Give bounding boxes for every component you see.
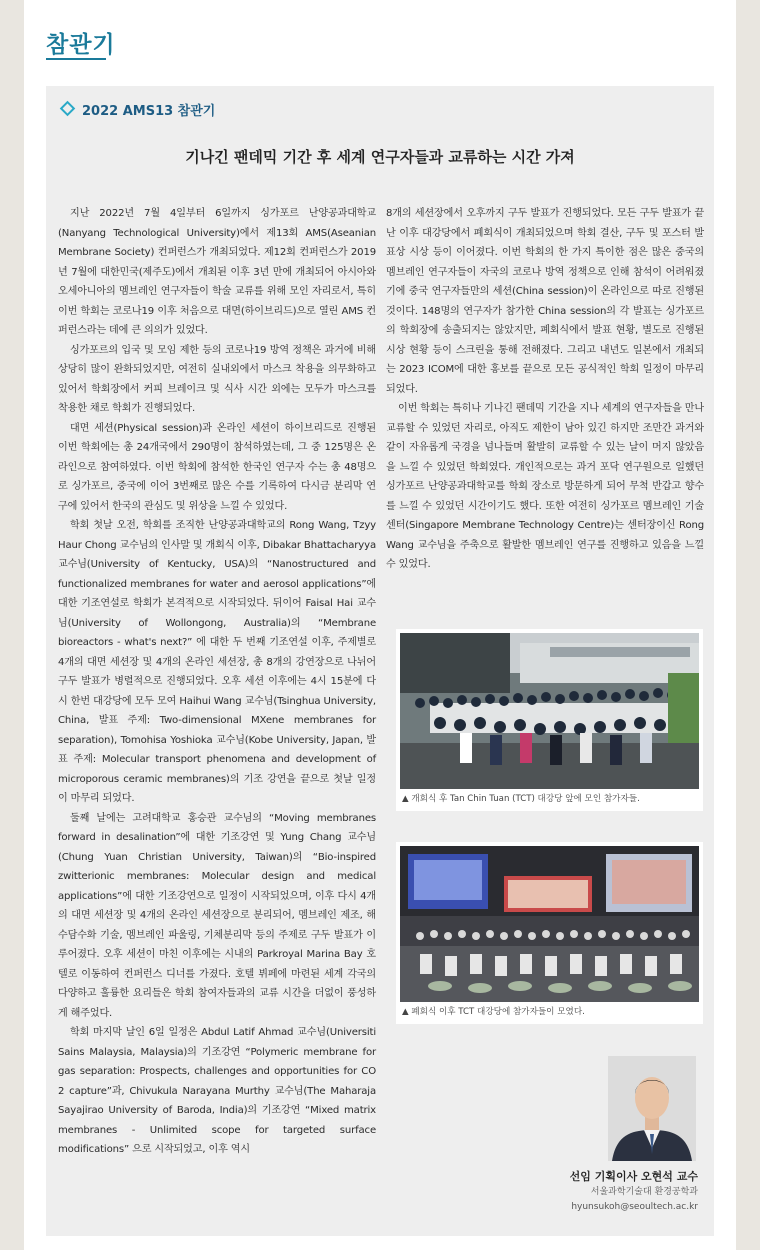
photo-caption: ▲ 개회식 후 Tan Chin Tuan (TCT) 대강당 앞에 모인 참가자들. [402, 794, 640, 804]
group-photo-image [400, 633, 699, 789]
author-portrait [608, 1056, 696, 1161]
article-subtitle [60, 100, 215, 119]
article-panel [46, 86, 714, 1236]
body-paragraph: 둘째 날에는 고려대학교 홍승관 교수님의 “Moving membranes forward in desalination”에 대한 기조강연 및 Yung Chang 교수님(Chung Yuan Christian University, Taiwan)의 “Bio-inspired zwitterionic membranes: Molecular design and medical applications”에 대한 기조강연으로 일정이 시작되었으며, 이후 다시 4개의 대면 세션장 및 4개의 온라인 세션장으로 분리되어, 멤브레인 제조, 해수담수화 기술, 멤브레인 파울링, 기체분리막 등의 주제로 구두 발표가 이루어졌다. 오후 세션이 마친 이후에는 시내의 Parkroyal Marina Bay 호텔로 이동하여 컨퍼런스 디너를 가졌다. 호텔 뷔페에 마련된 세계 각국의 다양하고 훌륭한 요리들은 학회 참여자들과의 교류 시간을 더없이 풍성하게 해주었다. [58, 812, 376, 1019]
author-email: hyunsukoh@seoultech.ac.kr [571, 1202, 698, 1212]
author-affiliation: 서울과학기술대 환경공학과 [590, 1187, 698, 1197]
article-headline: 기나긴 팬데믹 기간 후 세계 연구자들과 교류하는 시간 가져 [185, 148, 575, 166]
section-title: 참관기 [46, 32, 116, 58]
author-name: 선임 기획이사 오현석 교수 [569, 1170, 698, 1183]
article-column-right [386, 204, 704, 575]
photo-caption: ▲ 폐회식 이후 TCT 대강당에 참가자들이 모였다. [402, 1007, 585, 1017]
body-paragraph: 지난 2022년 7월 4일부터 6일까지 싱가포르 난양공과대학교(Nanyang Technological University)에서 제13회 AMS(Aseanian Membrane Society) 컨퍼런스가 개최되었다. 제12회 컨퍼런스가 2019년 7월에 대한민국(제주도)에서 개최된 이후 3년 만에 개최되어 아시아와 오세아니아의 멤브레인 연구자들이 학술 교류를 위해 모인 자리로서, 특히 이번 학회는 코로나19 이후 처음으로 대면(하이브리드)으로 열린 AMS 컨퍼런스라는 데에 큰 의의가 있었다. [58, 208, 376, 336]
page [24, 0, 736, 1250]
body-paragraph: 이번 학회는 특히나 기나긴 팬데믹 기간을 지나 세계의 연구자들을 만나 교류할 수 있었던 자리로, 아직도 제한이 남아 있긴 하지만 조만간 과거와 같이 자유롭게 국경을 넘나들며 활발히 교류할 수 있는 날이 머지 않았음을 느낄 수 있었던 학회였다. 개인적으로는 과거 포닥 연구원으로 일했던 싱가포르 난양공과대학교를 학회 장소로 방문하게 되어 무척 반갑고 향수를 느낄 수 있었던 시간이기도 했다. 또한 여전히 싱가포르 멤브레인 기술 센터(Singapore Membrane Technology Centre)는 센터장이신 Rong Wang 교수님을 주축으로 활발한 멤브레인 연구를 진행하고 있음을 느낄 수 있었다. [386, 403, 704, 570]
body-paragraph: 학회 마지막 날인 6일 일정은 Abdul Latif Ahmad 교수님(Universiti Sains Malaysia, Malaysia)의 기조강연 “Polymeric membrane for gas separation: Prospects, challenges and opportunities for CO 2 capture”과, Chivukula Narayana Murthy 교수님(The Maharaja Sayajirao University of Baroda, India)의 기조강연 “Mixed matrix membranes - Unlimited scope for targeted surface modifications” 으로 시작되었고, 이후 역시 [58, 1027, 376, 1155]
author-info [570, 1168, 698, 1215]
photo-card-auditorium [396, 842, 703, 1024]
body-paragraph: 대면 세션(Physical session)과 온라인 세션이 하이브리드로 진행된 이번 학회에는 총 24개국에서 290명이 참석하였는데, 그 중 125명은 온라인으로 참여하였다. 이번 학회에 참석한 한국인 연구자 수는 총 48명으로 싱가포르, 중국에 이어 3번째로 많은 수를 기록하여 다시금 분리막 연구에 있어서 한국의 관심도 및 위상을 느낄 수 있었다. [58, 422, 376, 512]
body-paragraph: 학회 첫날 오전, 학회를 조직한 난양공과대학교의 Rong Wang, Tzyy Haur Chong 교수님의 인사말 및 개회식 이후, Dibakar Bhattacharyya 교수님(University of Kentucky, USA)의 “Nanostructured and functionalized membranes for water and aerosol applications”에 대한 기조연설로 학회가 본격적으로 시작되었다. 뒤이어 Faisal Hai 교수님(University of Wollongong, Australia)의 “Membrane bioreactors - what's next?” 에 대한 두 번째 기조연설 이후, 주제별로 4개의 대면 세션장 및 4개의 온라인 세션장, 총 8개의 강연장으로 나뉘어 구두 발표가 병렬적으로 진행되었다. 오후 세션 이후에는 4시 15분에 다시 한번 대강당에 모두 모여 Haihui Wang 교수님(Tsinghua University, China, 발표 주제: Two-dimensional MXene membranes for separation), Tomohisa Yoshioka 교수님(Kobe University, Japan, 발표 주제: Molecular transport phenomena and development of microporous ceramic membranes)의 기조 강연을 끝으로 첫날 일정이 마무리 되었다. [58, 520, 376, 804]
section-title-underline [46, 58, 106, 60]
body-paragraph: 싱가포르의 입국 및 모임 제한 등의 코로나19 방역 정책은 과거에 비해 상당히 많이 완화되었지만, 여전히 실내외에서 마스크 착용을 의무화하고 있어서 학회장에서 커피 브레이크 및 식사 시간 외에는 모두가 마스크를 착용한 채로 학회가 진행되었다. [58, 344, 376, 414]
article-column-left [58, 204, 376, 1160]
auditorium-photo-image [400, 846, 699, 1002]
diamond-bullet-icon [60, 101, 76, 117]
article-subtitle-text: 2022 AMS13 참관기 [82, 104, 216, 119]
photo-card-group-outdoor [396, 629, 703, 811]
body-paragraph: 8개의 세션장에서 오후까지 구두 발표가 진행되었다. 모든 구두 발표가 끝난 이후 대강당에서 폐회식이 개최되었으며 학회 결산, 구두 및 포스터 발표상 시상 등이 이어졌다. 이번 학회의 한 가지 특이한 점은 많은 중국의 멤브레인 연구자들이 자국의 코로나 방역 정책으로 인해 참석이 어려워졌기에 중국 연구자들만의 세션(China session)이 온라인으로 따로 진행된 것이다. 148명의 연구자가 참가한 China session의 각 발표는 싱가포르의 학회장에 송출되지는 않았지만, 폐회식에서 발표 현황, 별도로 진행된 시상 현황 등이 스크린을 통해 전해졌다. 그리고 내년도 일본에서 개최되는 2023 ICOM에 대한 홍보를 끝으로 모든 공식적인 학회 일정이 마무리 되었다. [386, 208, 704, 395]
